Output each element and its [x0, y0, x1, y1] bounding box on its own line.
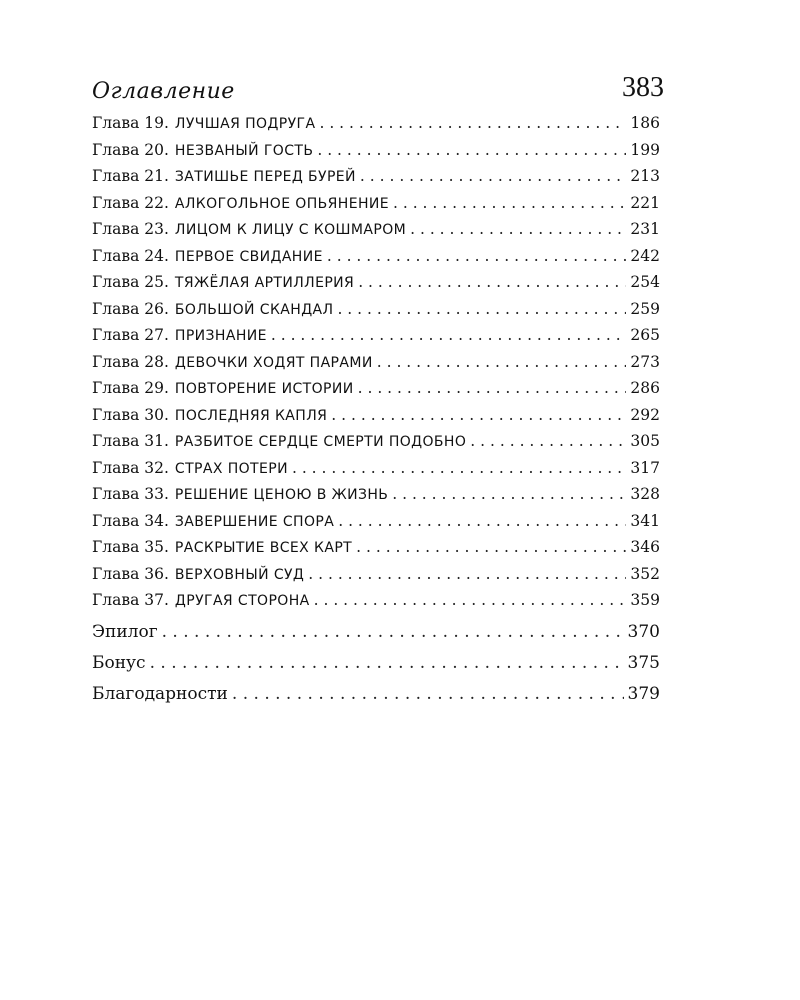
- dot-leader: [331, 406, 626, 424]
- chapter-title: ПЕРВОЕ СВИДАНИЕ: [174, 248, 323, 265]
- chapter-title: ПОВТОРЕНИЕ ИСТОРИИ: [174, 381, 354, 397]
- chapter-page: 221: [630, 193, 660, 212]
- chapter-page: 231: [630, 220, 660, 238]
- dot-leader: [337, 300, 626, 318]
- table-of-contents: [92, 114, 660, 715]
- toc-entry: [92, 485, 660, 512]
- chapter-page: 317: [630, 458, 660, 477]
- dot-leader: [392, 485, 626, 503]
- chapter-title: ЗАТИШЬЕ ПЕРЕД БУРЕЙ: [174, 169, 356, 185]
- chapter-page: 352: [630, 564, 660, 583]
- toc-entry: [92, 538, 660, 565]
- toc-entry: [92, 406, 660, 433]
- chapter-title: ПРИЗНАНИЕ: [174, 328, 267, 344]
- chapter-label: Глава 27.: [92, 326, 169, 344]
- chapter-title: РАСКРЫТИЕ ВСЕХ КАРТ: [174, 540, 353, 556]
- dot-leader: [314, 591, 627, 609]
- section-label: Благодарности: [92, 683, 228, 704]
- chapter-label: Глава 24.: [92, 246, 169, 265]
- chapter-page: 328: [630, 485, 660, 503]
- toc-entry: [92, 141, 660, 168]
- chapter-label: Глава 23.: [92, 220, 169, 238]
- toc-entry: [92, 512, 660, 539]
- page-number: 383: [622, 72, 664, 103]
- chapter-title: ДЕВОЧКИ ХОДЯТ ПАРАМИ: [174, 354, 373, 371]
- toc-entry: [92, 379, 660, 406]
- toc-entry: [92, 622, 660, 653]
- chapter-title: ЗАВЕРШЕНИЕ СПОРА: [174, 513, 335, 530]
- dot-leader: [358, 273, 626, 291]
- chapter-page: 199: [630, 140, 660, 159]
- toc-entry: [92, 459, 660, 486]
- dot-leader: [271, 326, 627, 344]
- chapter-label: Глава 35.: [92, 538, 169, 556]
- dot-leader: [327, 247, 627, 265]
- chapter-page: 242: [630, 246, 660, 265]
- section-label: Бонус: [92, 652, 146, 673]
- chapter-title: ТЯЖЁЛАЯ АРТИЛЛЕРИЯ: [174, 275, 355, 291]
- chapter-page: 254: [630, 273, 660, 291]
- chapter-label: Глава 34.: [92, 511, 169, 530]
- chapter-label: Глава 20.: [92, 140, 169, 159]
- chapter-label: Глава 30.: [92, 405, 169, 424]
- section-page: 370: [627, 621, 660, 642]
- toc-entry: [92, 565, 660, 592]
- chapter-page: 213: [630, 167, 660, 185]
- chapter-title: БОЛЬШОЙ СКАНДАЛ: [174, 301, 334, 318]
- chapter-title: ВЕРХОВНЫЙ СУД: [174, 566, 305, 583]
- toc-entry: [92, 684, 660, 715]
- chapter-page: 346: [630, 538, 660, 556]
- chapter-title: РЕШЕНИЕ ЦЕНОЮ В ЖИЗНЬ: [174, 487, 389, 503]
- chapter-page: 341: [630, 511, 660, 530]
- chapter-label: Глава 19.: [92, 114, 169, 132]
- dot-leader: [317, 141, 626, 159]
- chapter-page: 305: [630, 432, 660, 450]
- chapter-page: 286: [630, 379, 660, 397]
- chapter-label: Глава 33.: [92, 485, 169, 503]
- toc-entry: [92, 432, 660, 459]
- toc-entry: [92, 220, 660, 247]
- chapter-title: АЛКОГОЛЬНОЕ ОПЬЯНЕНИЕ: [174, 195, 389, 212]
- chapter-label: Глава 36.: [92, 564, 169, 583]
- page-header: [92, 64, 664, 104]
- toc-entry: [92, 591, 660, 618]
- dot-leader: [410, 220, 626, 238]
- dot-leader: [360, 167, 627, 185]
- dot-leader: [377, 353, 627, 371]
- chapter-page: 259: [630, 299, 660, 318]
- chapter-label: Глава 22.: [92, 193, 169, 212]
- chapter-title: РАЗБИТОЕ СЕРДЦЕ СМЕРТИ ПОДОБНО: [174, 434, 467, 450]
- chapter-label: Глава 29.: [92, 379, 169, 397]
- chapter-label: Глава 26.: [92, 299, 169, 318]
- chapter-label: Глава 21.: [92, 167, 169, 185]
- toc-entry: [92, 247, 660, 274]
- chapter-page: 292: [630, 405, 660, 424]
- dot-leader: [232, 684, 624, 704]
- chapter-title: НЕЗВАНЫЙ ГОСТЬ: [174, 142, 314, 159]
- chapter-label: Глава 31.: [92, 432, 169, 450]
- section-page: 375: [627, 652, 660, 673]
- dot-leader: [356, 538, 626, 556]
- chapter-label: Глава 32.: [92, 458, 169, 477]
- chapter-page: 359: [630, 591, 660, 609]
- toc-entry: [92, 167, 660, 194]
- dot-leader: [308, 565, 626, 583]
- chapter-label: Глава 37.: [92, 591, 169, 609]
- chapter-title: ПОСЛЕДНЯЯ КАПЛЯ: [174, 407, 328, 424]
- back-matter-list: [92, 622, 660, 715]
- toc-entry: [92, 326, 660, 353]
- dot-leader: [162, 622, 624, 642]
- chapter-page: 186: [630, 114, 660, 132]
- chapter-list: [92, 114, 660, 618]
- chapter-label: Глава 25.: [92, 273, 169, 291]
- dot-leader: [358, 379, 627, 397]
- toc-entry: [92, 353, 660, 380]
- chapter-title: СТРАХ ПОТЕРИ: [174, 460, 288, 477]
- dot-leader: [319, 114, 626, 132]
- chapter-label: Глава 28.: [92, 352, 169, 371]
- chapter-title: ЛУЧШАЯ ПОДРУГА: [174, 116, 316, 132]
- dot-leader: [470, 432, 626, 450]
- chapter-title: ДРУГАЯ СТОРОНА: [174, 593, 310, 609]
- chapter-page: 265: [630, 326, 660, 344]
- chapter-title: ЛИЦОМ К ЛИЦУ С КОШМАРОМ: [174, 222, 407, 238]
- running-title: Оглавление: [92, 79, 235, 104]
- dot-leader: [292, 459, 626, 477]
- dot-leader: [150, 653, 624, 673]
- dot-leader: [393, 194, 626, 212]
- toc-entry: [92, 273, 660, 300]
- section-label: Эпилог: [92, 621, 158, 642]
- dot-leader: [338, 512, 626, 530]
- toc-entry: [92, 300, 660, 327]
- section-page: 379: [627, 683, 660, 704]
- toc-entry: [92, 194, 660, 221]
- toc-entry: [92, 114, 660, 141]
- toc-entry: [92, 653, 660, 684]
- chapter-page: 273: [630, 352, 660, 371]
